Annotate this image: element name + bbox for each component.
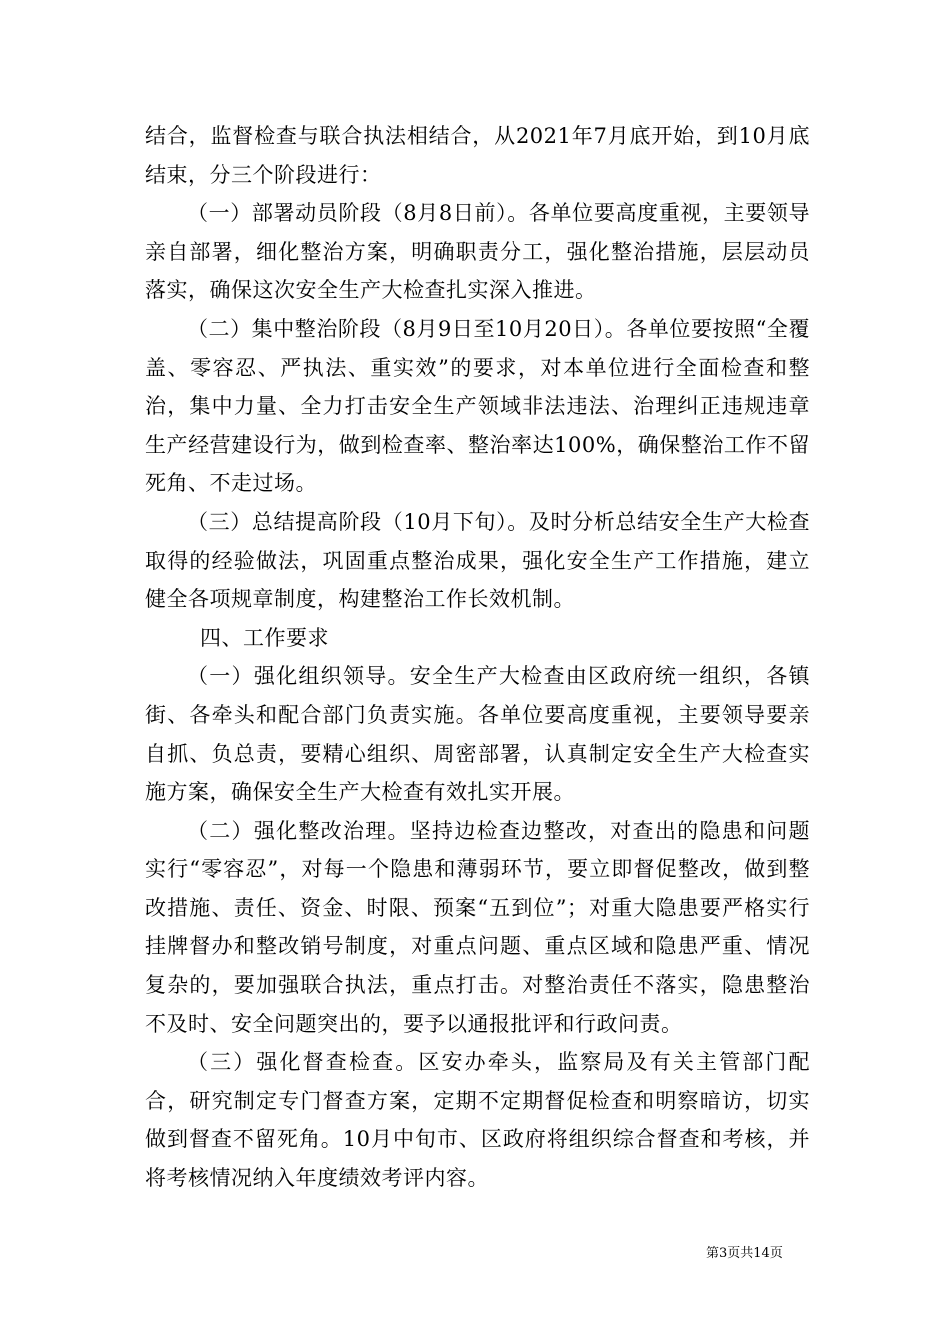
- paragraph-intro: 结合，监督检查与联合执法相结合，从2021年7月底开始，到10月底结束，分三个阶段进行：: [145, 124, 810, 187]
- page-number-footer: 第3页共14页: [706, 1246, 783, 1261]
- paragraph-requirement-three: （三）强化督查检查。区安办牵头，监察局及有关主管部门配合，研究制定专门督查方案，定期不定期督促检查和明察暗访，切实做到督查不留死角。10月中旬市、区政府将组织综合督查和考核，并将考核情况纳入年度绩效考评内容。: [145, 1050, 810, 1191]
- paragraph-phase-two: （二）集中整治阶段（8月9日至10月20日）。各单位要按照“全覆盖、零容忍、严执法、重实效”的要求，对本单位进行全面检查和整治，集中力量、全力打击安全生产领域非法违法、治理纠正违规违章生产经营建设行为，做到检查率、整治率达100%，确保整治工作不留死角、不走过场。: [145, 316, 810, 496]
- section-heading-work-requirements: 四、工作要求: [200, 625, 329, 650]
- paragraph-requirement-one: （一）强化组织领导。安全生产大检查由区政府统一组织，各镇街、各牵头和配合部门负责实施。各单位要高度重视，主要领导要亲自抓、负总责，要精心组织、周密部署，认真制定安全生产大检查实施方案，确保安全生产大检查有效扎实开展。: [145, 664, 810, 805]
- paragraph-requirement-two: （二）强化整改治理。坚持边检查边整改，对查出的隐患和问题实行“零容忍”，对每一个隐患和薄弱环节，要立即督促整改，做到整改措施、责任、资金、时限、预案“五到位”；对重大隐患要严格实行挂牌督办和整改销号制度，对重点问题、重点区域和隐患严重、情况复杂的，要加强联合执法，重点打击。对整治责任不落实，隐患整治不及时、安全问题突出的，要予以通报批评和行政问责。: [145, 818, 810, 1036]
- paragraph-phase-one: （一）部署动员阶段（8月8日前）。各单位要高度重视，主要领导亲自部署，细化整治方案，明确职责分工，强化整治措施，层层动员落实，确保这次安全生产大检查扎实深入推进。: [145, 201, 810, 303]
- paragraph-phase-three: （三）总结提高阶段（10月下旬）。及时分析总结安全生产大检查取得的经验做法，巩固重点整治成果，强化安全生产工作措施，建立健全各项规章制度，构建整治工作长效机制。: [145, 509, 810, 612]
- document-body: [145, 117, 810, 1198]
